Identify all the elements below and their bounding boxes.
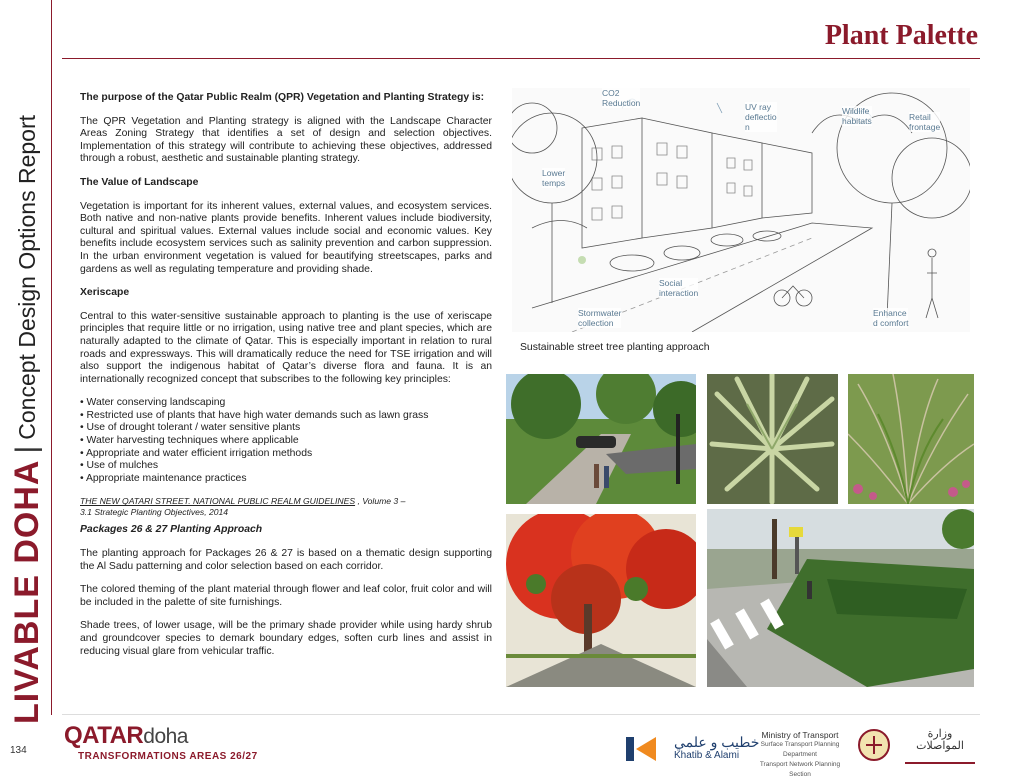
street-sketch	[512, 88, 970, 332]
ministry-dept-2: Transport Network Planning Section	[759, 761, 841, 778]
packages-heading: Packages 26 & 27 Planting Approach	[80, 524, 263, 536]
khatib-alami-mark-icon	[626, 737, 664, 761]
ministry-dept-1: Surface Transport Planning Department	[760, 741, 840, 758]
label-wildlife-habitats: Wildlife habitats	[842, 106, 872, 126]
text-column	[80, 92, 492, 669]
label-retail-frontage: Retail frontage	[909, 112, 941, 132]
xeriscape-paragraph: Central to this water-sensitive sustainable approach to planting is the use of xeriscape principles that require little or no irrigation, using native tree and plant species, which are naturally adapted to the climate of Qatar. This is especially important in relation to rural roads and expressways. This will dramatically reduce the need for TSE irrigation and will also support the indigenous habitat of Qatar’s diverse flora and fauna. It is an internationally recognized concept that subscribes to the following key principles:	[80, 310, 492, 385]
photo-ornamental-grass	[848, 374, 974, 504]
street-sketch-drawing	[512, 88, 970, 332]
report-title: Concept Design Options Report	[13, 114, 40, 440]
list-item: • Restricted use of plants that have high water demands such as lawn grass	[80, 409, 429, 421]
khatib-english: Khatib & Alami	[674, 750, 740, 761]
qatar-emblem-icon	[856, 728, 892, 762]
page-title: Plant Palette	[824, 20, 978, 51]
label-stormwater-collection: Stormwater collection	[578, 308, 622, 328]
page-number: 134	[10, 745, 27, 756]
khatib-alami-text	[674, 736, 759, 762]
title-rule	[62, 58, 980, 59]
reference-volume: , Volume 3 –	[355, 496, 406, 507]
khatib-alami-logo	[626, 737, 664, 763]
reference-citation	[80, 496, 492, 518]
ministry-arabic-rule	[905, 762, 975, 764]
reference-title: THE NEW QATARI STREET. NATIONAL PUBLIC REALM GUIDELINES	[80, 496, 356, 507]
label-social-interaction: Social interaction	[659, 278, 699, 298]
photo-street-pedestrians	[506, 374, 696, 504]
title-separator: |	[10, 445, 43, 454]
list-item: • Appropriate and water efficient irrigation methods	[80, 447, 313, 459]
khatib-arabic: خطيب و علمي	[674, 734, 760, 750]
reference-line-2: 3.1 Strategic Planting Objectives, 2014	[80, 507, 229, 518]
list-item: • Use of drought tolerant / water sensitive plants	[80, 422, 301, 434]
brand-livable-doha: LIVABLE DOHA	[7, 459, 46, 724]
ministry-logo	[752, 730, 848, 780]
qatar-doha-logo	[64, 722, 188, 750]
label-enhanced-comfort: Enhance d comfort	[873, 308, 909, 328]
purpose-paragraph: The QPR Vegetation and Planting strategy is aligned with the Landscape Character Areas Zoning Strategy that identifies a set of design and selection objectives. Implementation of this strategy will contribute to achieving these objectives, addressed through a robust, aesthetic and sustainable planting strategy.	[80, 115, 492, 165]
label-uv-deflection: UV ray deflectio n	[745, 102, 777, 132]
value-heading: The Value of Landscape	[80, 176, 199, 188]
sidebar-vertical-title	[8, 4, 46, 724]
logo-doha-text: doha	[143, 725, 188, 748]
label-co2-reduction: CO2 Reduction	[602, 88, 641, 108]
sidebar-divider	[51, 0, 52, 715]
list-item: • Use of mulches	[80, 460, 159, 472]
photo-crosswalk-planting	[707, 509, 974, 687]
packages-paragraph-2: The colored theming of the plant material through flower and leaf color, fruit color and will be included in the palette of site furnishings.	[80, 584, 492, 608]
label-lower-temps: Lower temps	[542, 168, 566, 188]
purpose-heading: The purpose of the Qatar Public Realm (QPR) Vegetation and Planting Strategy is:	[80, 92, 485, 103]
transformations-areas: TRANSFORMATIONS AREAS 26/27	[78, 751, 258, 762]
ministry-name: Ministry of Transport	[761, 730, 839, 740]
principles-list	[80, 397, 492, 485]
packages-paragraph-1: The planting approach for Packages 26 & 27 is based on a thematic design supporting the Al Sadu patterning and color selection based on each corridor.	[80, 548, 492, 572]
ministry-arabic: وزارة المواصلات	[916, 728, 964, 752]
footer-rule	[62, 714, 980, 715]
logo-qatar-text: QATAR	[64, 722, 144, 749]
sketch-caption: Sustainable street tree planting approach	[520, 342, 710, 353]
qatar-emblem	[856, 728, 892, 764]
xeriscape-heading: Xeriscape	[80, 287, 130, 299]
list-item: • Water conserving landscaping	[80, 397, 226, 409]
packages-paragraph-3: Shade trees, of lower usage, will be the primary shade provider while using hardy shrub and groundcover species to demark boundary edges, soften curb lines and assist in reducing visual glare from vehicular traffic.	[80, 620, 492, 657]
photo-flame-tree	[506, 514, 696, 687]
ministry-arabic-logo	[905, 728, 975, 764]
value-paragraph: Vegetation is important for its inherent values, external values, and ecosystem services. Both native and non-native plants provide benefits. Inherent values include biodiversity, cultural and spiritual values. External values include social and economic values. Key benefits include ecosystem services such as salinity prevention and carbon suppression. In the urban environment vegetation is valued for beautifying streetscapes, parks and gardens as well as regulating temperature and providing shade.	[80, 200, 492, 275]
photo-agave-plant	[707, 374, 838, 504]
list-item: • Appropriate maintenance practices	[80, 472, 247, 484]
list-item: • Water harvesting techniques where applicable	[80, 435, 299, 447]
sidebar	[0, 0, 52, 768]
